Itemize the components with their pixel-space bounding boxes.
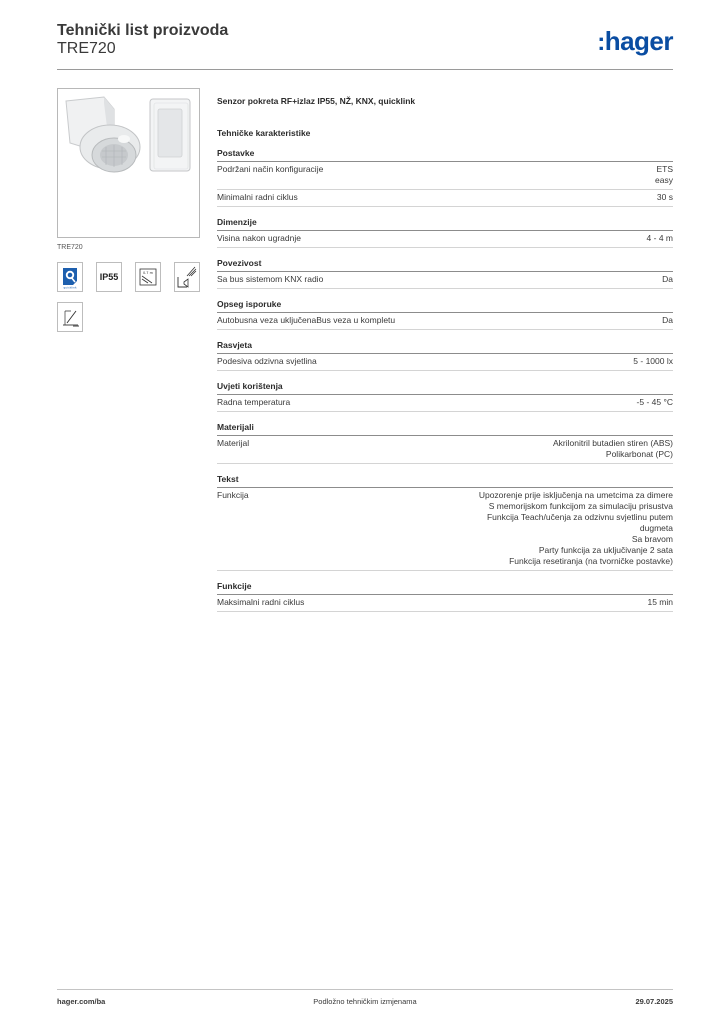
spec-label: Funkcija — [217, 490, 249, 500]
spec-value-line: Akrilonitril butadien stiren (ABS) — [553, 438, 673, 448]
spec-value — [553, 438, 673, 460]
spec-value: Da — [662, 274, 673, 284]
mounting-height-icon — [57, 302, 83, 332]
section-materijali — [217, 422, 673, 464]
spec-value: -5 - 45 °C — [636, 397, 673, 407]
spec-row — [217, 436, 673, 464]
spec-label: Sa bus sistemom KNX radio — [217, 274, 324, 284]
spec-label: Materijal — [217, 438, 250, 448]
section-heading — [217, 128, 673, 138]
sensor-range-label: 0.7 m — [142, 271, 154, 275]
section-title: Materijali — [217, 422, 254, 432]
spec-row — [217, 272, 673, 289]
spec-row — [217, 162, 673, 190]
spec-row — [217, 231, 673, 248]
ip55-label: IP55 — [99, 272, 119, 282]
spec-label: Minimalni radni ciklus — [217, 192, 298, 202]
section-title: Opseg isporuke — [217, 299, 282, 309]
section-rasvjeta — [217, 340, 673, 371]
section-tekst — [217, 474, 673, 571]
spec-value-line: Upozorenje prije isključenja na umetcima za dimere — [478, 490, 673, 500]
spec-value: 5 - 1000 lx — [633, 356, 673, 366]
spec-value-line: Funkcija resetiranja (na tvorničke postavke) — [509, 556, 673, 566]
spec-label: Radna temperatura — [217, 397, 291, 407]
spec-value-line: Polikarbonat (PC) — [605, 449, 673, 459]
spec-label: Autobusna veza uključenaBus veza u kompletu — [217, 315, 396, 325]
footer-website-link[interactable]: hager.com/ba — [57, 997, 106, 1006]
spec-row — [217, 354, 673, 371]
product-description: Senzor pokreta RF+izlaz IP55, NŽ, KNX, quicklink — [217, 96, 416, 106]
footer-divider — [57, 989, 673, 990]
spec-row — [217, 595, 673, 612]
spec-label: Podržani način konfiguracije — [217, 164, 324, 174]
spec-value-line: Sa bravom — [631, 534, 673, 544]
technical-characteristics-heading: Tehničke karakteristike — [217, 128, 311, 138]
quicklink-icon — [57, 262, 83, 292]
header-divider — [57, 69, 673, 70]
motion-sensor-illustration — [58, 89, 199, 237]
spec-value-line: Funkcija Teach/učenja za odzivnu svjetlinu putem — [486, 512, 673, 522]
spec-row — [217, 488, 673, 571]
footer-date: 29.07.2025 — [635, 997, 673, 1006]
spec-value — [655, 164, 673, 186]
spec-label: Podesiva odzivna svjetlina — [217, 356, 317, 366]
section-opseg-isporuke — [217, 299, 673, 330]
spec-label: Visina nakon ugradnje — [217, 233, 301, 243]
spec-value-line: S memorijskom funkcijom za simulaciju prisustva — [488, 501, 673, 511]
product-image-caption: TRE720 — [57, 244, 83, 251]
remote-setting-icon — [174, 262, 200, 292]
product-code: TRE720 — [57, 40, 116, 57]
spec-value — [479, 490, 673, 567]
spec-value: Da — [662, 315, 673, 325]
quicklink-label: quicklink — [63, 285, 77, 290]
spec-value-line: Party funkcija za uključivanje 2 sata — [538, 545, 673, 555]
footer-note: Podložno tehničkim izmjenama — [313, 997, 417, 1006]
hager-logo: :hager — [597, 26, 673, 56]
spec-label: Maksimalni radni ciklus — [217, 597, 305, 607]
section-uvjeti-koristenja — [217, 381, 673, 412]
section-title: Tekst — [217, 474, 239, 484]
logo-text: hager — [604, 26, 673, 56]
section-title: Uvjeti korištenja — [217, 381, 283, 391]
section-title: Postavke — [217, 148, 255, 158]
spec-value: 30 s — [656, 192, 673, 202]
product-image — [57, 88, 200, 238]
section-postavke — [217, 148, 673, 207]
page-header — [57, 20, 673, 70]
section-title: Rasvjeta — [217, 340, 252, 350]
specifications — [217, 96, 673, 612]
spec-value-line: dugmeta — [639, 523, 673, 533]
document-title: Tehnički list proizvoda — [57, 22, 229, 39]
spec-row — [217, 395, 673, 412]
section-title: Funkcije — [217, 581, 252, 591]
spec-value: 15 min — [647, 597, 673, 607]
sensor-range-icon — [135, 262, 161, 292]
section-povezivost — [217, 258, 673, 289]
section-title: Dimenzije — [217, 217, 257, 227]
ip55-icon — [96, 262, 122, 292]
spec-row — [217, 313, 673, 330]
spec-value-line: ETS — [656, 164, 673, 174]
section-dimenzije — [217, 217, 673, 248]
spec-row — [217, 190, 673, 207]
spec-value: 4 - 4 m — [646, 233, 673, 243]
section-title: Povezivost — [217, 258, 262, 268]
spec-value-line: easy — [655, 175, 673, 185]
section-funkcije — [217, 581, 673, 612]
